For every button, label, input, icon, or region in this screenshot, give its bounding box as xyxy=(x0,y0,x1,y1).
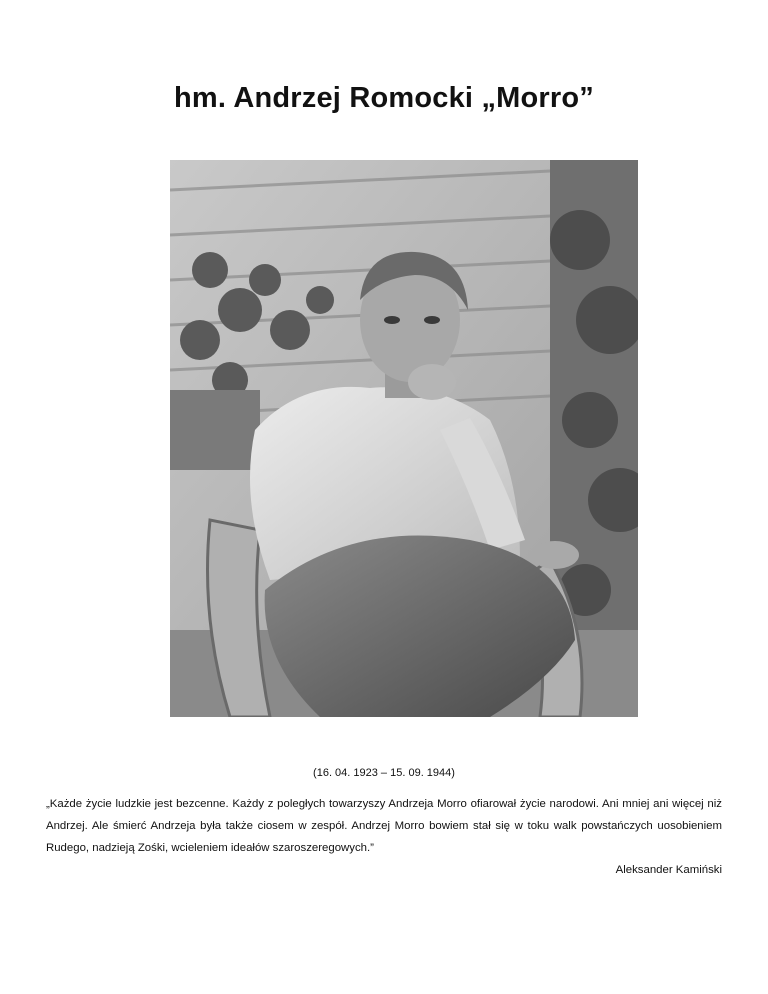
life-dates: (16. 04. 1923 – 15. 09. 1944) xyxy=(313,767,455,779)
quote-author: Aleksander Kamiński xyxy=(615,864,722,876)
page-title: hm. Andrzej Romocki „Morro” xyxy=(173,82,595,114)
portrait-photo xyxy=(170,160,638,717)
quote-text: „Każde życie ludzkie jest bezcenne. Każdy z poległych towarzyszy Andrzeja Morro ofiarował życie narodowi. Ani mniej ani więcej niż Andrzej. Ale śmierć Andrzeja była także ciosem w zespół. Andrzej Morro bowiem stał się w toku walk powstańczych uosobieniem Rudego, nadzieją Zośki, wcieleniem ideałów szaroszeregowych.” xyxy=(46,798,722,854)
portrait-photo-icon xyxy=(170,160,638,717)
